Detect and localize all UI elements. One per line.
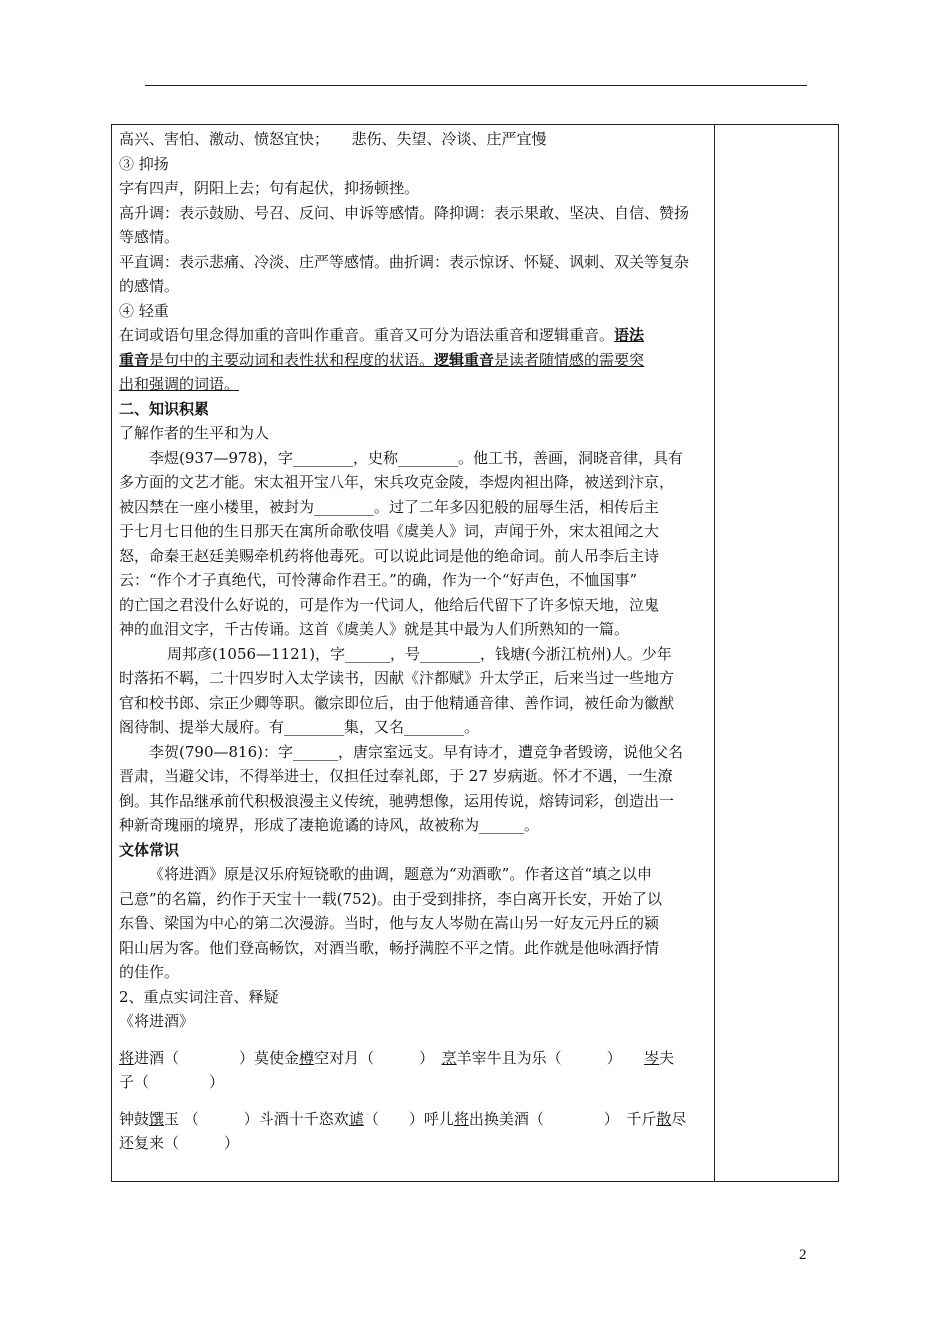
text-line: 的感情。 — [119, 277, 180, 295]
section-heading-vocab: 2、重点实词注音、释疑 — [119, 987, 279, 1006]
term-logic-stress: 逻辑重音 — [434, 350, 495, 369]
term-grammar-stress: 语法 — [614, 326, 645, 344]
text-line: 高兴、害怕、激动、愤怒宜快； 悲伤、失望、冷谈、庄严宜慢 — [119, 130, 547, 148]
text-line: 的佳作。 — [119, 963, 180, 981]
section-heading-knowledge: 二、知识积累 — [119, 399, 210, 418]
text-line: 出和强调的词语。 — [119, 375, 240, 393]
text-line: 怒，命秦王赵廷美赐牵机药将他毒死。可以说此词是他的绝命词。前人吊李后主诗 — [119, 546, 660, 565]
text-line: 己意”的名篇，约作于天宝十一载(752)。由于受到排挤，李白离开长安，开始了以 — [119, 889, 663, 908]
text-line: 阁待制、提举大晟府。有________集，又名________。 — [119, 718, 480, 736]
bio-liyu: 李煜(937—978)，字________，史称________。他工书，善画，洞晓音律，具有 — [149, 448, 683, 467]
page-number: 2 — [799, 1247, 807, 1263]
text-line: 东鲁、梁国为中心的第二次漫游。当时，他与友人岑勋在嵩山另一好友元丹丘的颍 — [119, 914, 660, 932]
text-line: 字有四声，阴阳上去；句有起伏，抑扬顿挫。 — [119, 179, 420, 197]
vocab-exercise-row: 将进酒（ ）莫使金樽空对月（ ） 烹羊宰牛且为乐（ ） 岑夫 — [119, 1048, 675, 1067]
text-line: 了解作者的生平和为人 — [119, 424, 270, 442]
text-line: 在词或语句里念得加重的音叫作重音。重音又可分为语法重音和逻辑重音。语法 — [119, 326, 645, 344]
text-line: 重音是句中的主要动词和表性状和程度的状语。逻辑重音是读者随情感的需要突 — [119, 350, 645, 369]
text-line: 被囚禁在一座小楼里，被封为________。过了二年多囚犯般的屈辱生活，相传后主 — [119, 497, 660, 516]
genre-paragraph: 《将进酒》原是汉乐府短铙歌的曲调，题意为“劝酒歌”。作者这首“填之以申 — [149, 865, 653, 883]
table-main-cell — [119, 127, 709, 1156]
text-line: 阳山居为客。他们登高畅饮，对酒当歌，畅抒满腔不平之情。此作就是他咏酒抒情 — [119, 938, 660, 957]
vocab-exercise-row: 子（ ） — [119, 1073, 225, 1091]
text-line: 官和校书郎、宗正少卿等职。徽宗即位后，由于他精通音律、善作词，被任命为徽猷 — [119, 693, 675, 712]
section-heading-genre: 文体常识 — [119, 840, 180, 859]
text-line: 于七月七日他的生日那天在寓所命歌伎唱《虞美人》词，声闻于外，宋太祖闻之大 — [119, 522, 660, 540]
poem-title: 《将进酒》 — [119, 1012, 195, 1030]
vocab-exercise-row: 还复来（ ） — [119, 1134, 240, 1152]
text-line: 倒。其作品继承前代积极浪漫主义传统，驰骋想像，运用传说，熔铸词彩，创造出一 — [119, 791, 675, 810]
subheading-qingzhong: ④ 轻重 — [119, 301, 169, 320]
text-line: 等感情。 — [119, 228, 180, 246]
text-line: 晋肃，当避父讳，不得举进士，仅担任过奉礼郎，于 27 岁病逝。怀才不遇，一生潦 — [119, 767, 673, 785]
text-line: 云：“作个才子真绝代，可怜薄命作君王。”的确，作为一个“好声色，不恤国事” — [119, 571, 638, 589]
table-column-divider — [714, 124, 715, 1182]
text-line: 时落拓不羁，二十四岁时入太学读书，因献《汴都赋》升太学正，后来当过一些地方 — [119, 669, 675, 687]
text-line: 的亡国之君没什么好说的，可是作为一代词人，他给后代留下了许多惊天地，泣鬼 — [119, 595, 660, 614]
text-line: 种新奇瑰丽的境界，形成了凄艳诡谲的诗风，故被称为______。 — [119, 816, 540, 834]
text-line: 神的血泪文字，千古传诵。这首《虞美人》就是其中最为人们所熟知的一篇。 — [119, 620, 630, 638]
text-line: 高升调：表示鼓励、号召、反问、申诉等感情。降抑调：表示果敢、坚决、自信、赞扬 — [119, 203, 690, 222]
subheading-yiyang: ③ 抑扬 — [119, 154, 169, 173]
bio-lihe: 李贺(790—816)：字______，唐宗室远支。早有诗才，遭竞争者毁谤，说他父名 — [149, 742, 683, 761]
bio-zhoubangyan: 周邦彦(1056—1121)，字______，号________，钱塘(今浙江杭州)人。少年 — [167, 644, 672, 663]
header-rule — [145, 85, 807, 86]
vocab-exercise-row: 钟鼓馔玉 （ ）斗酒十千恣欢谑（ ）呼儿将出换美酒（ ） 千斤散尽 — [119, 1109, 687, 1128]
text-line: 平直调：表示悲痛、冷淡、庄严等感情。曲折调：表示惊讶、怀疑、讽刺、双关等复杂 — [119, 252, 690, 271]
text-line: 多方面的文艺才能。宋太祖开宝八年，宋兵攻克金陵，李煜肉袒出降，被送到汴京， — [119, 473, 675, 491]
